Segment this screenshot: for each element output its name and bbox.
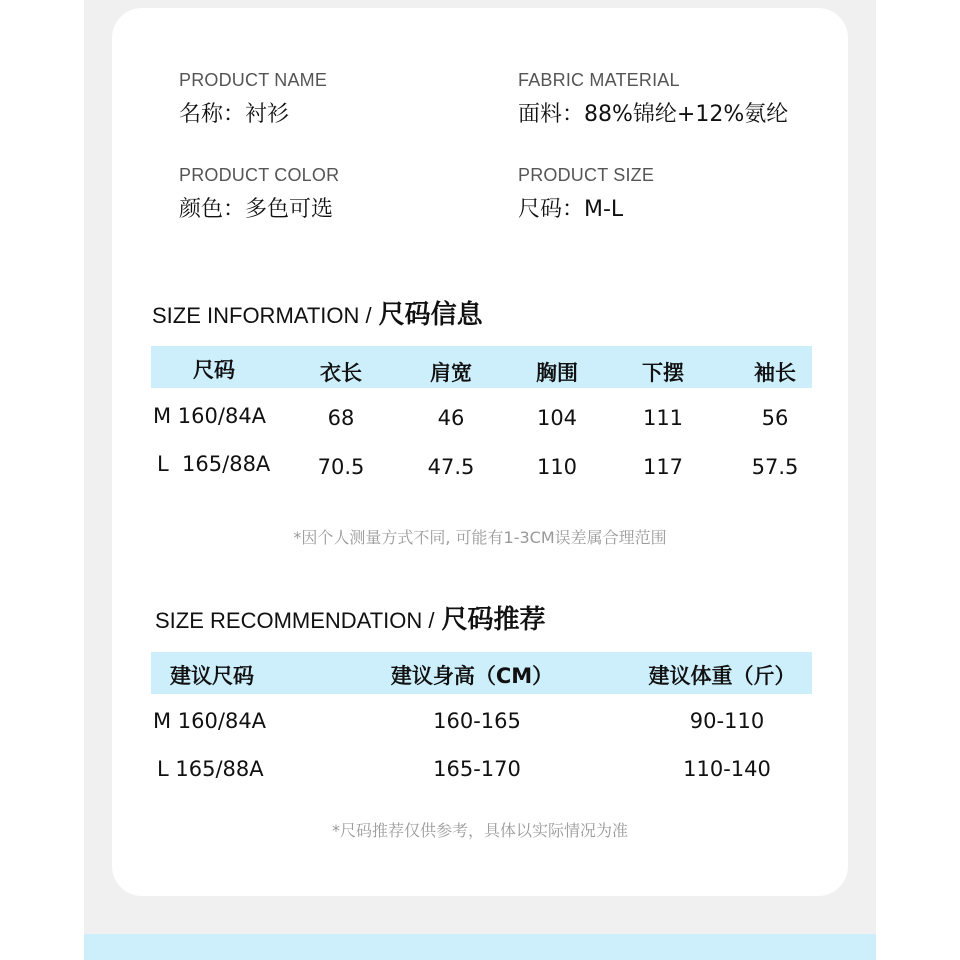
table-cell: 165-170: [433, 757, 521, 781]
size-info-title-en: SIZE INFORMATION /: [152, 303, 372, 328]
table-cell: L 165/88A: [157, 757, 264, 781]
table-cell: 160-165: [433, 709, 521, 733]
table-cell: L 165/88A: [157, 452, 271, 476]
fabric-material-value: 面料：88%锦纶+12%氨纶: [518, 102, 789, 127]
fabric-material-block: [518, 70, 788, 128]
fabric-material-label: FABRIC MATERIAL: [518, 70, 680, 90]
product-size-label: PRODUCT SIZE: [518, 165, 655, 185]
size-info-header: 肩宽: [430, 361, 472, 385]
product-color-value: 颜色：多色可选: [179, 197, 334, 222]
size-info-header: 胸围: [536, 361, 578, 385]
table-cell: M 160/84A: [153, 709, 267, 733]
size-info-title-zh: 尺码信息: [378, 300, 483, 330]
size-rec-title-zh: 尺码推荐: [441, 605, 546, 635]
table-cell: 90-110: [689, 709, 765, 733]
size-rec-title-en: SIZE RECOMMENDATION /: [155, 608, 435, 633]
product-color-block: [179, 165, 339, 223]
size-info-header: 袖长: [754, 361, 796, 385]
size-info-header: 下摆: [642, 361, 684, 385]
size-rec-header: 建议身高（CM）: [390, 664, 554, 688]
table-cell: 70.5: [317, 455, 365, 479]
product-size-block: [518, 165, 654, 223]
product-color-label: PRODUCT COLOR: [179, 165, 340, 185]
table-cell: 111: [642, 406, 684, 430]
size-rec-note: *尺码推荐仅供参考，具体以实际情况为准: [331, 821, 628, 840]
table-cell: 57.5: [751, 455, 799, 479]
table-cell: 104: [536, 406, 578, 430]
table-cell: 46: [437, 406, 465, 430]
size-info-title: [152, 294, 483, 331]
size-rec-title: [155, 599, 546, 636]
bottom-color-strip: [84, 934, 876, 960]
size-info-note: *因个人测量方式不同, 可能有1-3CM误差属合理范围: [293, 528, 667, 547]
table-cell: 47.5: [427, 455, 475, 479]
product-name-label: PRODUCT NAME: [179, 70, 328, 90]
product-name-block: [179, 70, 327, 128]
size-rec-header: 建议体重（斤）: [648, 664, 796, 688]
table-cell: 56: [761, 406, 789, 430]
product-size-value: 尺码：M-L: [518, 197, 624, 222]
product-name-value: 名称：衬衫: [179, 102, 290, 127]
size-info-header: 尺码: [193, 358, 235, 382]
table-cell: 117: [642, 455, 684, 479]
table-cell: 110-140: [683, 757, 771, 781]
size-info-header: 衣长: [320, 361, 362, 385]
table-cell: 68: [327, 406, 355, 430]
size-rec-header: 建议尺码: [170, 664, 254, 688]
table-cell: M 160/84A: [153, 404, 267, 428]
size-info-header-row: [151, 346, 812, 388]
table-cell: 110: [536, 455, 578, 479]
